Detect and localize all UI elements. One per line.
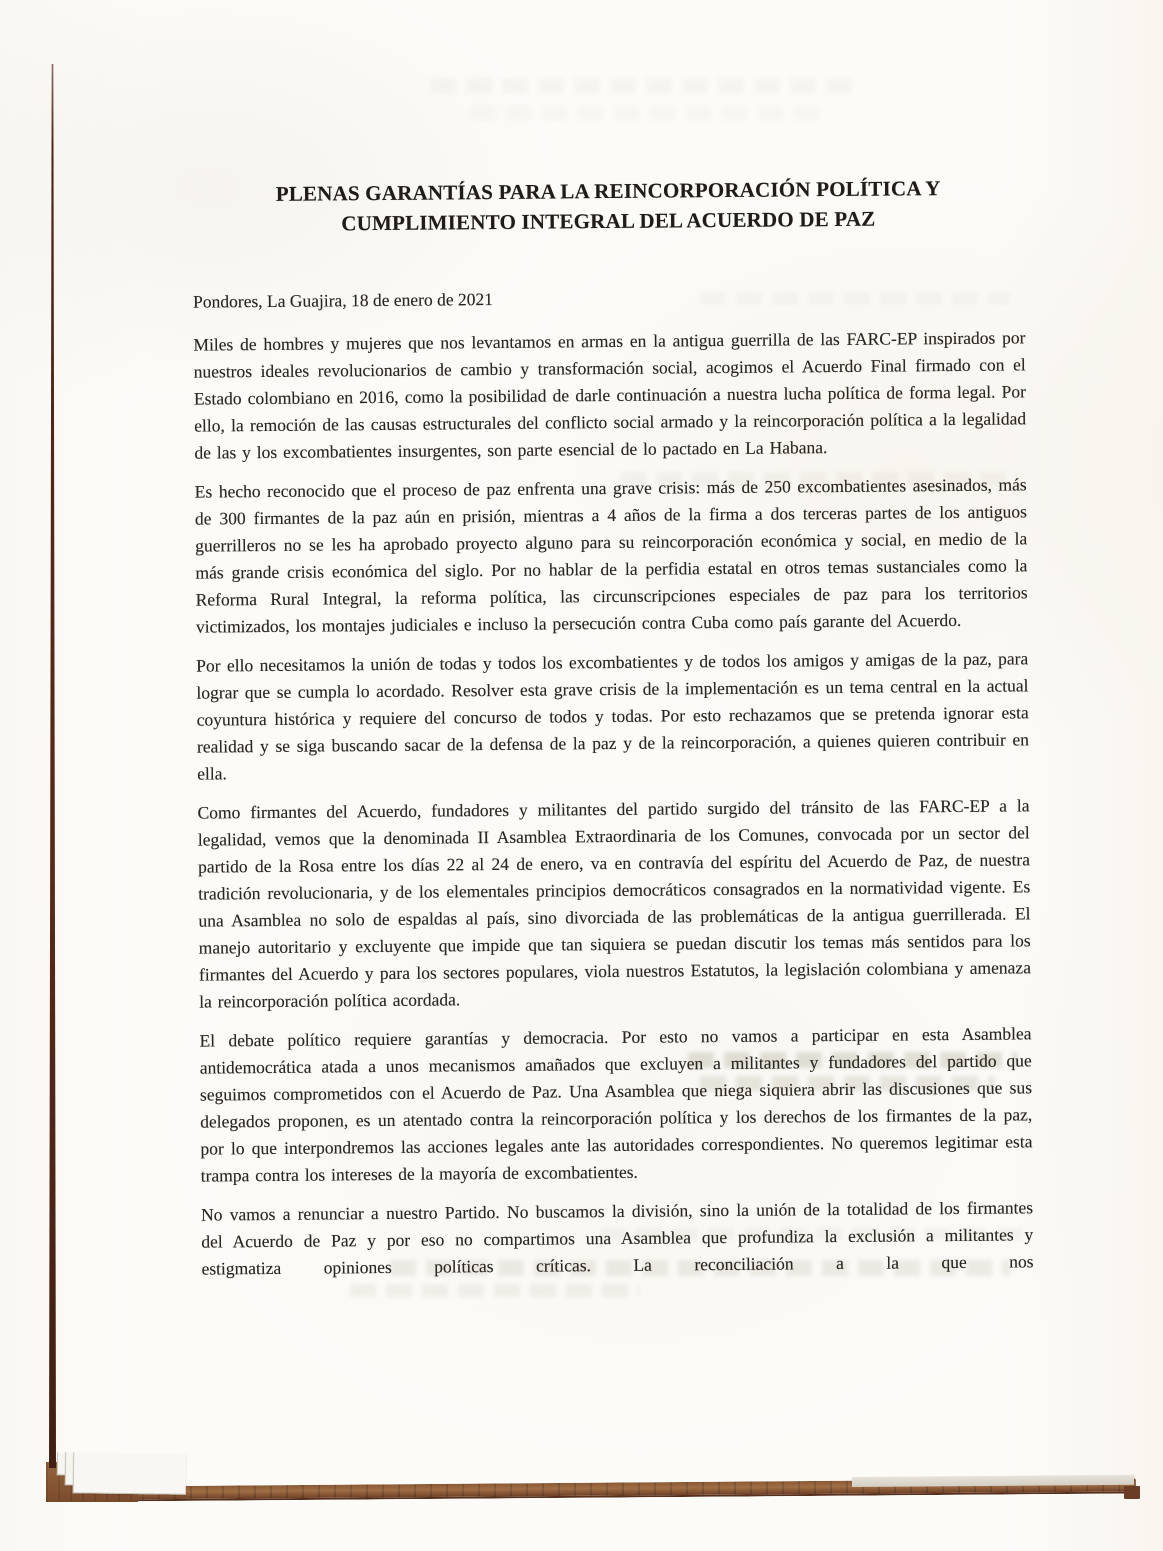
page-stack-edge-line: [49, 64, 56, 1468]
letter-title: [192, 172, 1024, 239]
paragraph: Por ello necesitamos la unión de todas y todos los excombatientes y de todos los amigos y amigas de la paz, para lograr que se cumpla lo acordado. Resolver esta grave crisis de la implementación es un tema central en la actual coyuntura histórica y requiere del concurso de todos y todas. Por esto rechazamos que se pretenda ignorar esta realidad y se siga buscando sacar de la defensa de la paz y de la reincorporación, a quienes quieren contribuir en ella.: [196, 648, 1030, 784]
dateline: Pondores, La Guajira, 18 de enero de 2021: [192, 289, 494, 312]
paragraph: Como firmantes del Acuerdo, fundadores y militantes del partido surgido del tránsito de las FARC-EP a la legalidad, vemos que la denominada II Asamblea Extraordinaria de los Comunes, convocada por un sector del partido de la Rosa entre los días 22 al 24 de enero, va en contravía del espíritu del Acuerdo de Paz, de nuestra tradición revolucionaria, y de los elementales principios democráticos consagrados en la normatividad vigente. Es una Asamblea no solo de espaldas al país, sino divorciada de las problemáticas de la antigua guerrillerada. El manejo autoritario y excluyente que impide que tan siquiera se puedan discutir los temas más sentidos para los firmantes del Acuerdo y para los sectores populares, viola nuestros Estatutos, la legislación colombiana y amenaza la reincorporación política acordada.: [197, 795, 1032, 1012]
bleedthrough-artifact: [430, 78, 860, 94]
letter-content: [192, 172, 1034, 1282]
paragraph: No vamos a renunciar a nuestro Partido. No buscamos la división, sino la unión de la totalidad de los firmantes del Acuerdo de Paz y por eso no compartimos una Asamblea que profundiza la exclusión a militantes y estigmatiza opiniones políticas críticas. La reconciliación a la que nos: [200, 1197, 1034, 1279]
sheet-corner: [73, 1452, 187, 1495]
paragraph: Miles de hombres y mujeres que nos levantamos en armas en la antigua guerrilla de las FARC-EP inspirados por nuestros ideales revolucionarios de cambio y transformación social, acogimos el Acuerdo Final firmado con el Estado colombiano en 2016, como la posibilidad de darle continuación a nuestra lucha política de forma legal. Por ello, la remoción de las causas estructurales del conflicto social armado y la reincorporación política a la legalidad de las y los excombatientes insurgentes, son parte esencial de lo pactado en La Habana.: [193, 327, 1027, 463]
table-edge-mark: [1124, 1486, 1140, 1499]
bleedthrough-artifact: [350, 1284, 640, 1297]
letter-title-line2: CUMPLIMIENTO INTEGRAL DEL ACUERDO DE PAZ: [341, 206, 876, 236]
letter-title-line1: PLENAS GARANTÍAS PARA LA REINCORPORACIÓN POLÍTICA Y: [275, 176, 941, 206]
bleedthrough-artifact: [470, 106, 830, 120]
paragraph: El debate político requiere garantías y democracia. Por esto no vamos a participar en esta Asamblea antidemocrática atada a unos mecanismos amañados que excluyen a militantes y fundadores del partido que seguimos comprometidos con el Acuerdo de Paz. Una Asamblea que niega siquiera abrir las discusiones que sus delegados proponen, es un atentado contra la reincorporación política y los derechos de los firmantes de la paz, por lo que interpondremos las acciones legales ante las autoridades correspondientes. No queremos legitimar esta trampa contra los intereses de la mayoría de excombatientes.: [199, 1023, 1033, 1186]
paragraph: Es hecho reconocido que el proceso de paz enfrenta una grave crisis: más de 250 excombatientes asesinados, más de 300 firmantes de la paz aún en prisión, mientras a 4 años de la firma a dos terceras partes de los antiguos guerrilleros no se les ha aprobado proyecto alguno para su reincorporación económica y social, en medio de la más grande crisis económica del siglo. Por no hablar de la perfidia estatal en otros temas sustanciales como la Reforma Rural Integral, la reforma política, las circunscripciones especiales de paz para los territorios victimizados, los montajes judiciales e incluso la persecución contra Cuba como país garante del Acuerdo.: [194, 474, 1028, 637]
